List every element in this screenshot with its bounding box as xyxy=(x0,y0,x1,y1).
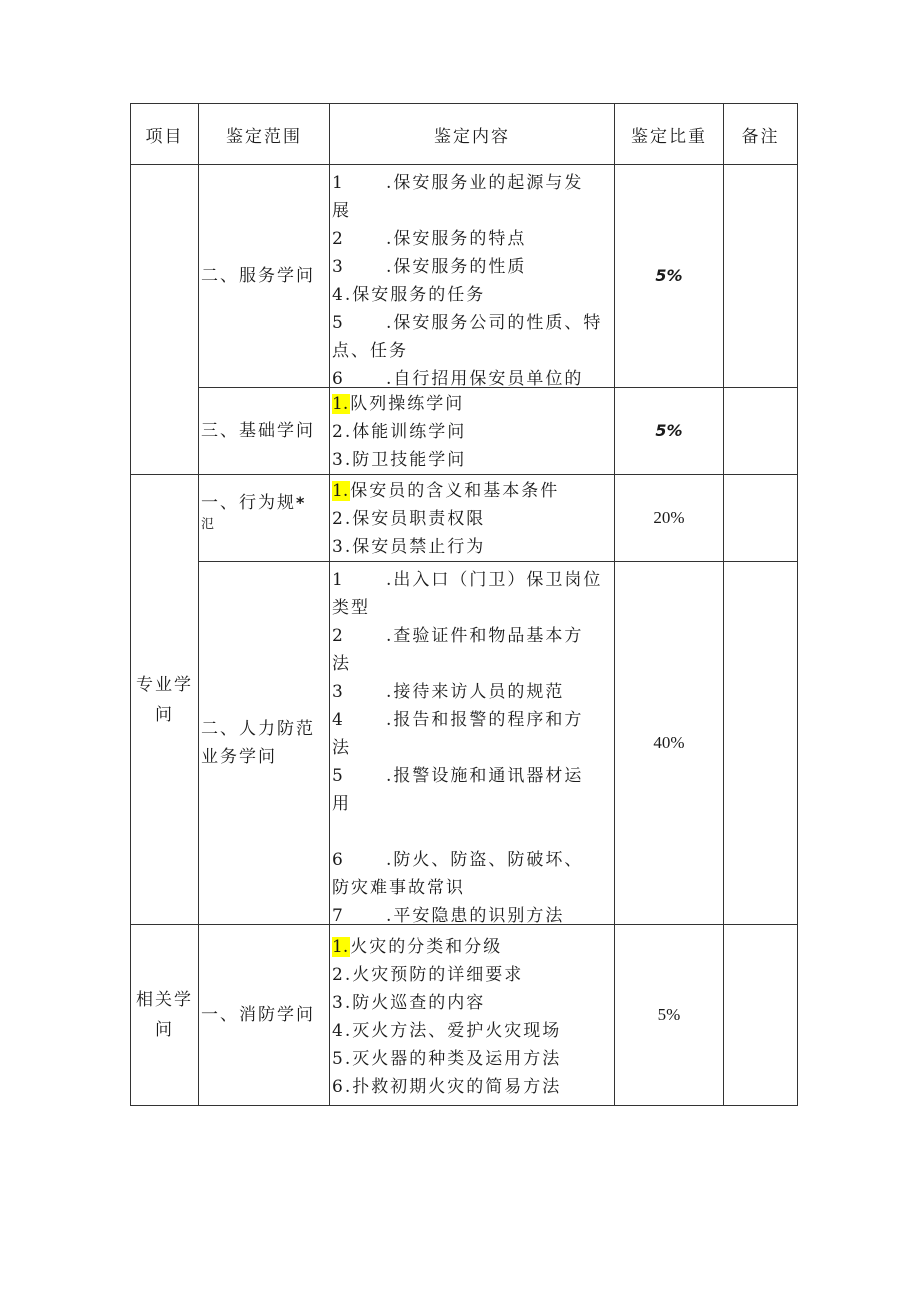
list-item xyxy=(332,961,614,989)
table-row xyxy=(131,388,798,475)
weight-value: 5% xyxy=(655,266,683,285)
item-text: 4.保安服务的任务 xyxy=(332,285,486,305)
list-item xyxy=(332,1045,614,1073)
list-item xyxy=(332,390,614,418)
project-label: 专业学问 xyxy=(136,674,193,725)
item-number: 2 xyxy=(332,229,345,249)
list-item xyxy=(332,566,614,594)
item-text: 2.体能训练学问 xyxy=(332,422,467,442)
content-cell xyxy=(330,165,615,388)
content-list xyxy=(330,165,614,387)
list-item xyxy=(332,678,614,706)
item-number: 2 xyxy=(332,626,345,646)
item-text: .查验证件和物品基本方 xyxy=(386,626,584,646)
remarks-cell xyxy=(724,925,798,1106)
weight-value: 20% xyxy=(653,508,685,527)
list-item xyxy=(332,309,614,337)
list-item xyxy=(332,902,614,924)
item-text: 法 xyxy=(332,654,351,674)
asterisk-mark: * xyxy=(296,493,307,512)
item-text: 4.灭火方法、爱护火灾现场 xyxy=(332,1021,562,1041)
weight-value: 5% xyxy=(657,1005,681,1024)
table-row xyxy=(131,165,798,388)
item-text: .报警设施和通讯器材运 xyxy=(386,766,584,786)
content-list xyxy=(330,475,614,561)
range-cell: 三、基础学问 xyxy=(199,388,330,475)
list-item xyxy=(332,446,614,474)
item-text: 2.火灾预防的详细要求 xyxy=(332,965,524,985)
table-row xyxy=(131,562,798,925)
appraisal-table xyxy=(130,103,798,1106)
list-item xyxy=(332,169,614,197)
list-item xyxy=(332,706,614,734)
header-content: 鉴定内容 xyxy=(330,104,615,165)
remarks-cell xyxy=(724,475,798,562)
highlighted-number: 1. xyxy=(332,394,349,414)
item-text: .保安服务公司的性质、特 xyxy=(386,313,603,333)
list-item xyxy=(332,874,614,902)
header-weight: 鉴定比重 xyxy=(615,104,724,165)
content-cell xyxy=(330,388,615,475)
weight-cell xyxy=(615,562,724,925)
header-range: 鉴定范围 xyxy=(199,104,330,165)
list-item xyxy=(332,418,614,446)
table-row xyxy=(131,475,798,562)
item-text: 火灾的分类和分级 xyxy=(350,937,503,957)
remarks-cell xyxy=(724,388,798,475)
list-item xyxy=(332,1017,614,1045)
item-text: .防火、防盗、防破坏、 xyxy=(386,850,584,870)
weight-cell xyxy=(615,475,724,562)
item-number: 7 xyxy=(332,906,345,924)
range-cell: 二、服务学问 xyxy=(199,165,330,388)
list-item xyxy=(332,1073,614,1101)
range-cell: 一、消防学问 xyxy=(199,925,330,1106)
project-label-line2: 问 xyxy=(155,1020,174,1040)
item-text: 展 xyxy=(332,201,351,221)
project-cell-empty xyxy=(131,165,199,475)
list-item xyxy=(332,650,614,678)
item-text: .保安服务业的起源与发 xyxy=(386,173,584,193)
list-item xyxy=(332,933,614,961)
item-text: 防灾难事故常识 xyxy=(332,878,465,898)
item-text: .报告和报警的程序和方 xyxy=(386,710,584,730)
item-text: 5.灭火器的种类及运用方法 xyxy=(332,1049,562,1069)
header-project: 项目 xyxy=(131,104,199,165)
list-item xyxy=(332,818,614,846)
remarks-cell xyxy=(724,165,798,388)
list-item xyxy=(332,790,614,818)
item-text: 法 xyxy=(332,738,351,758)
content-list xyxy=(330,562,614,924)
item-number: 5 xyxy=(332,766,345,786)
range-label-tail: 氾 xyxy=(201,517,215,532)
item-text: 类型 xyxy=(332,598,370,618)
highlighted-number: 1. xyxy=(332,937,349,957)
item-number: 6 xyxy=(332,369,345,387)
list-item xyxy=(332,337,614,365)
project-label: 相关学 xyxy=(136,990,193,1010)
range-cell xyxy=(199,475,330,562)
weight-cell xyxy=(615,388,724,475)
header-remarks: 备注 xyxy=(724,104,798,165)
item-text: .平安隐患的识别方法 xyxy=(386,906,565,924)
list-item xyxy=(332,365,614,387)
remarks-cell xyxy=(724,562,798,925)
item-text: 点、任务 xyxy=(332,341,408,361)
list-item xyxy=(332,762,614,790)
content-list xyxy=(330,925,614,1101)
highlighted-number: 1. xyxy=(332,481,349,501)
item-text: 2.保安员职责权限 xyxy=(332,509,486,529)
item-number: 3 xyxy=(332,682,345,702)
item-text: 6.扑救初期火灾的简易方法 xyxy=(332,1077,562,1097)
content-list xyxy=(330,388,614,474)
item-text: 3.保安员禁止行为 xyxy=(332,537,486,557)
header-row xyxy=(131,104,798,165)
content-cell xyxy=(330,925,615,1106)
weight-cell xyxy=(615,925,724,1106)
list-item xyxy=(332,281,614,309)
weight-value: 40% xyxy=(653,733,685,752)
weight-cell xyxy=(615,165,724,388)
list-item xyxy=(332,846,614,874)
range-label: 二、人力防范 xyxy=(201,719,315,739)
item-number: 4 xyxy=(332,710,345,730)
item-number: 1 xyxy=(332,570,345,590)
item-text: 3.防火巡查的内容 xyxy=(332,993,486,1013)
list-item xyxy=(332,734,614,762)
item-text: .自行招用保安员单位的 xyxy=(386,369,584,387)
item-number: 5 xyxy=(332,313,345,333)
list-item xyxy=(332,225,614,253)
range-label-line2: 业务学问 xyxy=(201,747,277,767)
list-item xyxy=(332,505,614,533)
item-text: .出入口（门卫）保卫岗位 xyxy=(386,570,603,590)
item-text: .保安服务的特点 xyxy=(386,229,527,249)
item-text: .保安服务的性质 xyxy=(386,257,527,277)
list-item xyxy=(332,622,614,650)
list-item xyxy=(332,253,614,281)
weight-value: 5% xyxy=(655,421,683,440)
item-number: 6 xyxy=(332,850,345,870)
item-text: 用 xyxy=(332,794,351,814)
range-label: 一、行为规 xyxy=(201,493,296,513)
content-cell xyxy=(330,562,615,925)
list-item xyxy=(332,989,614,1017)
list-item xyxy=(332,477,614,505)
item-number: 1 xyxy=(332,173,345,193)
table-row xyxy=(131,925,798,1106)
list-item xyxy=(332,594,614,622)
item-number: 3 xyxy=(332,257,345,277)
list-item xyxy=(332,533,614,561)
item-text: 保安员的含义和基本条件 xyxy=(350,481,560,501)
list-item xyxy=(332,197,614,225)
item-text: .接待来访人员的规范 xyxy=(386,682,565,702)
content-cell xyxy=(330,475,615,562)
item-text: 队列操练学问 xyxy=(350,394,465,414)
project-cell xyxy=(131,925,199,1106)
project-cell xyxy=(131,475,199,925)
item-text: 3.防卫技能学问 xyxy=(332,450,467,470)
range-cell xyxy=(199,562,330,925)
